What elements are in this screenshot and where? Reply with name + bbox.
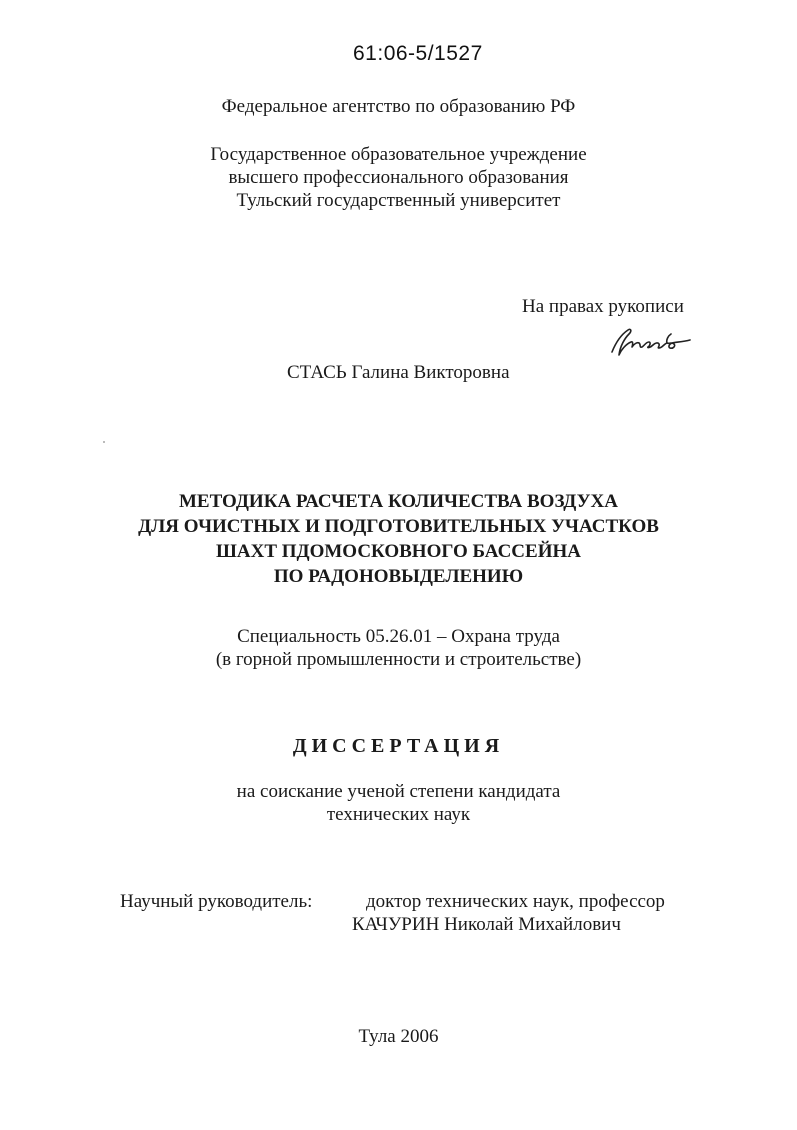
- author-signature: [606, 322, 702, 362]
- specialty-line: Специальность 05.26.01 – Охрана труда: [237, 626, 560, 647]
- work-type-label: ДИССЕРТАЦИЯ: [292, 735, 505, 757]
- supervisor-label: Научный руководитель:: [120, 891, 313, 912]
- title-line: ШАХТ ПДОМОСКОВНОГО БАССЕЙНА: [216, 541, 581, 562]
- city-year: Тула 2006: [358, 1026, 439, 1047]
- supervisor-name: КАЧУРИН Николай Михайлович: [352, 914, 621, 935]
- specialty-line: (в горной промышленности и строительстве): [215, 649, 582, 670]
- title-line: МЕТОДИКА РАСЧЕТА КОЛИЧЕСТВА ВОЗДУХА: [178, 491, 618, 512]
- scan-speck: [103, 441, 105, 443]
- institution-line: Государственное образовательное учреждение: [210, 144, 587, 165]
- institution-line: высшего профессионального образования: [228, 167, 569, 188]
- purpose-line: на соискание ученой степени кандидата: [236, 781, 561, 802]
- supervisor-degree: доктор технических наук, профессор: [366, 891, 665, 912]
- agency-name: Федеральное агентство по образованию РФ: [221, 96, 576, 117]
- manuscript-rights: На правах рукописи: [522, 296, 684, 317]
- title-line: ДЛЯ ОЧИСТНЫХ И ПОДГОТОВИТЕЛЬНЫХ УЧАСТКОВ: [138, 516, 659, 537]
- title-line: ПО РАДОНОВЫДЕЛЕНИЮ: [273, 566, 524, 587]
- author-name: СТАСЬ Галина Викторовна: [287, 362, 510, 383]
- purpose-line: технических наук: [326, 804, 471, 825]
- archive-code: 61:06-5/1527: [353, 42, 483, 65]
- institution-line: Тульский государственный университет: [236, 190, 561, 211]
